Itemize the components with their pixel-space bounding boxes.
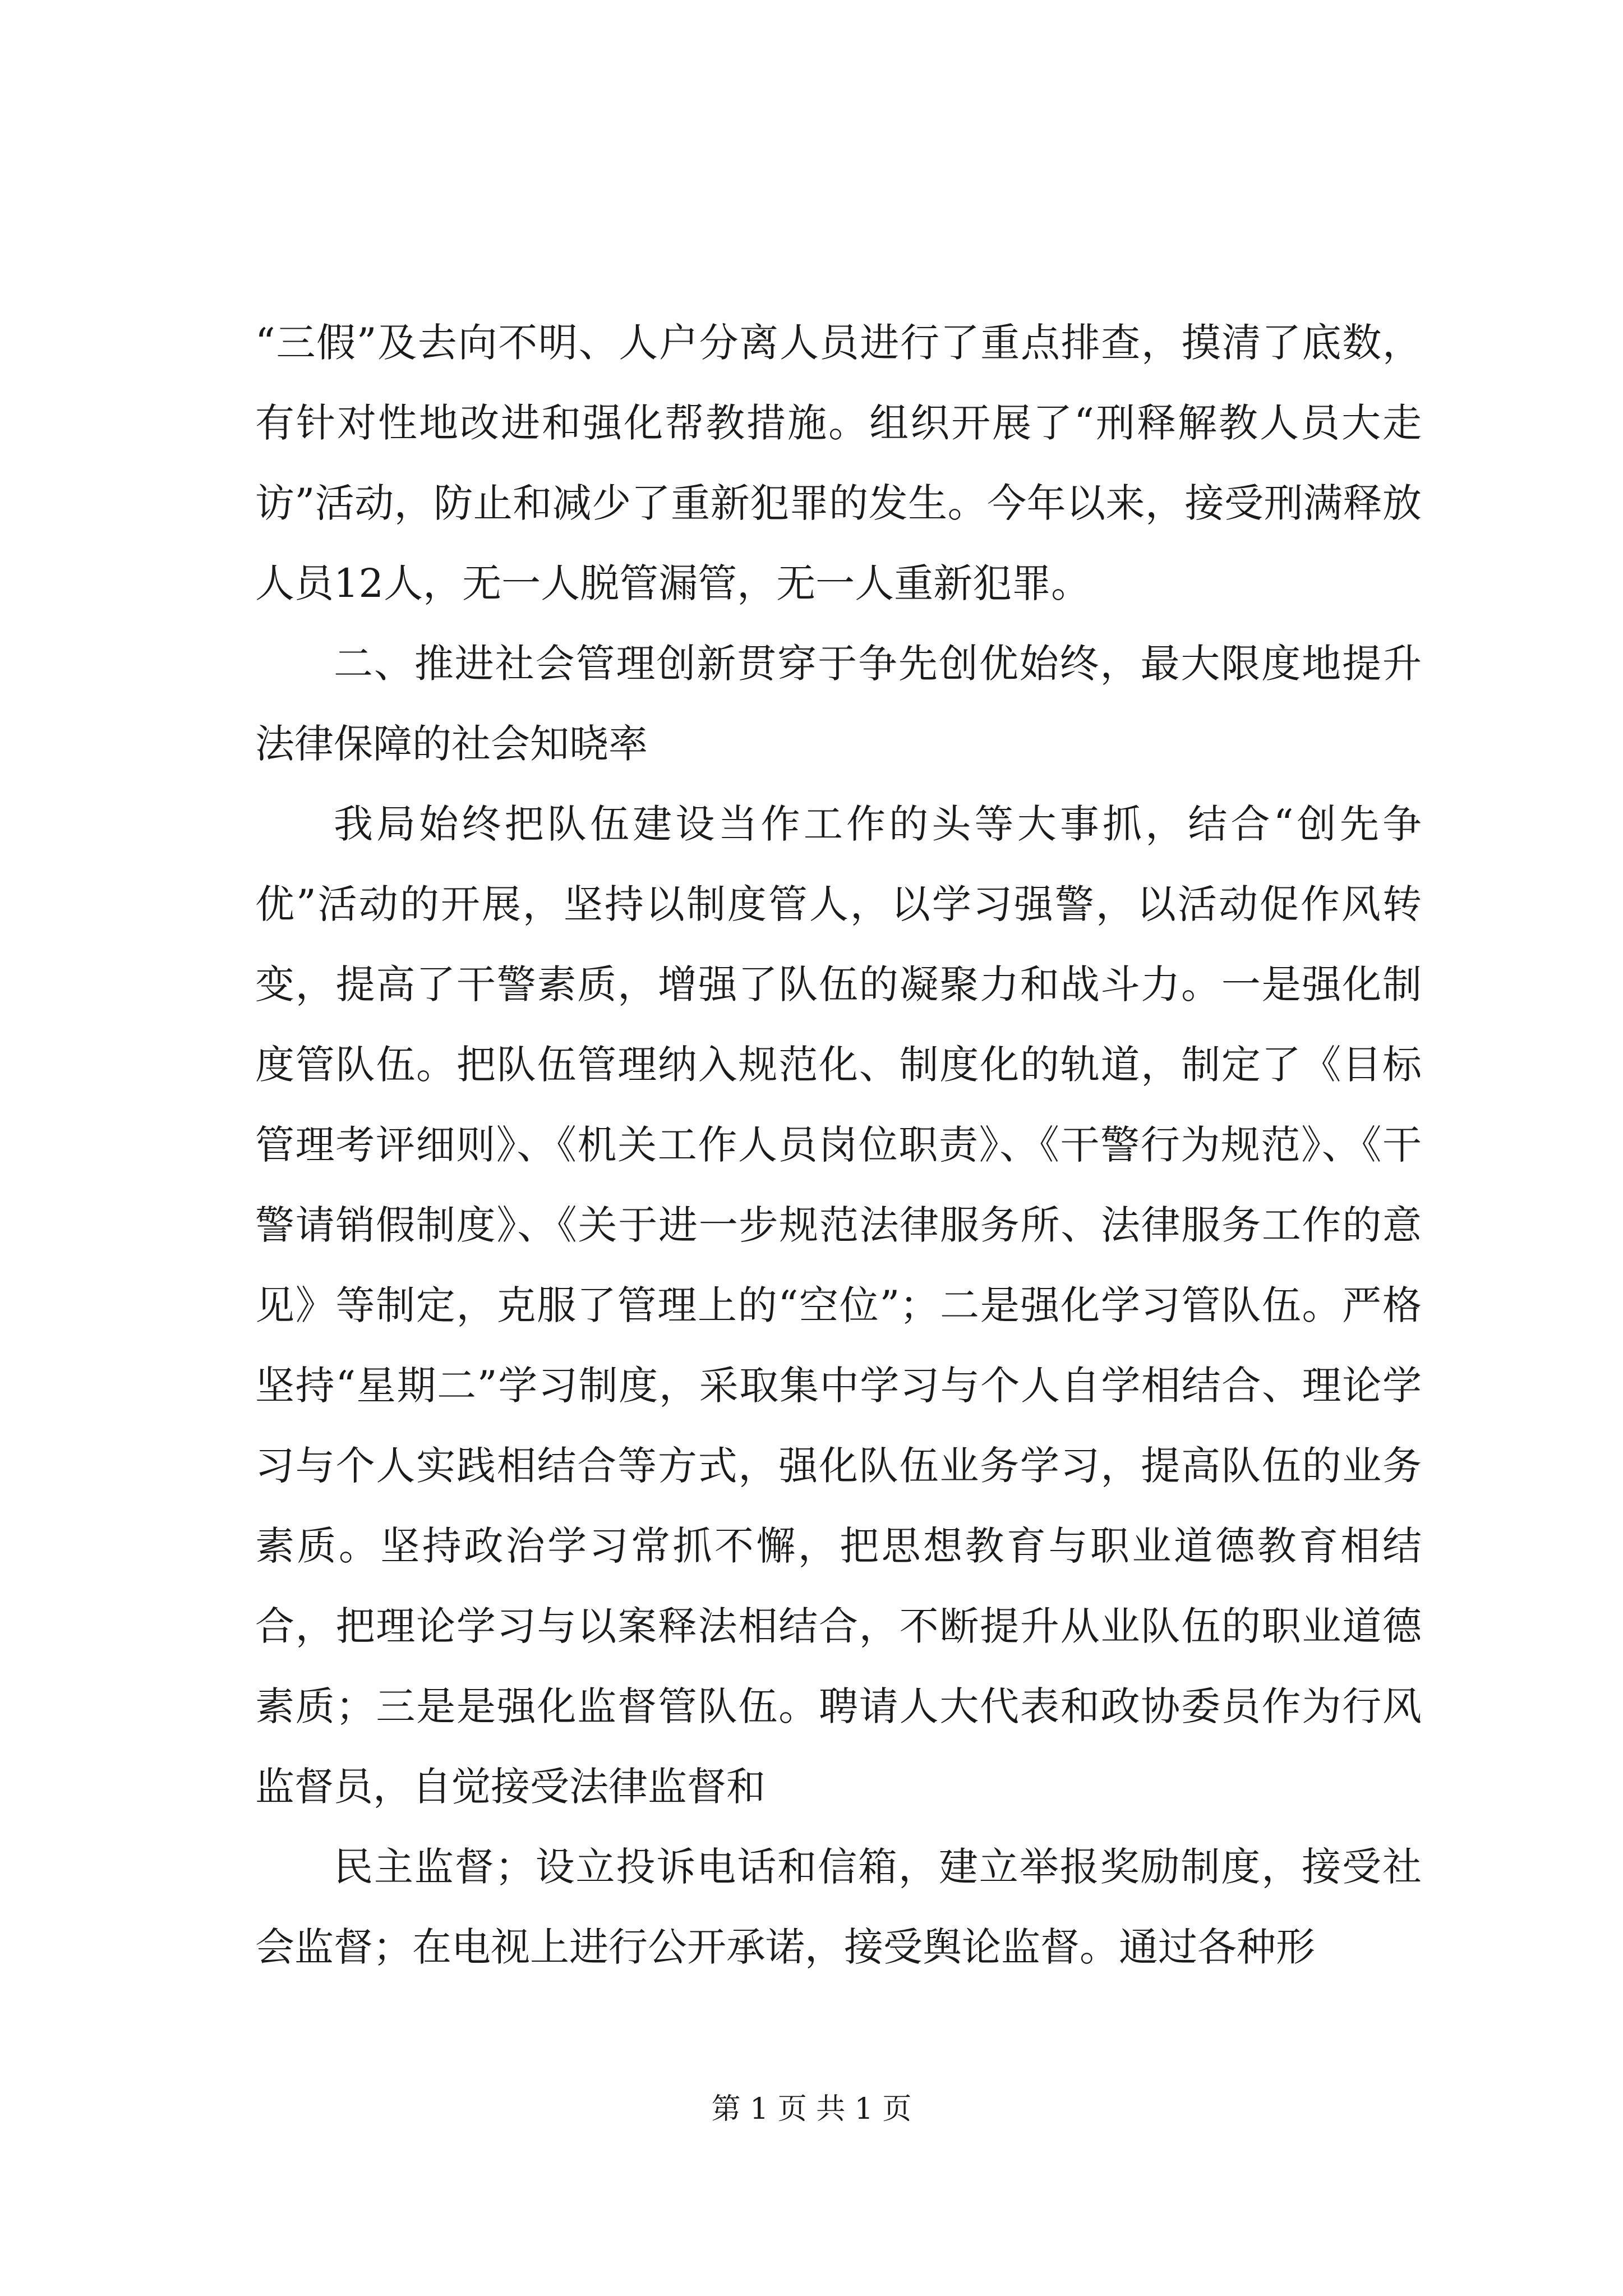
paragraph-team-building: 我局始终把队伍建设当作工作的头等大事抓，结合“创先争优”活动的开展，坚持以制度管人，以学习强警，以活动促作风转变，提高了干警素质，增强了队伍的凝聚力和战斗力。一是强化制度管队伍。把队伍管理纳入规范化、制度化的轨道，制定了《目标管理考评细则》、《机关工作人员岗位职责》、《干警行为规范》、《干警请销假制度》、《关于进一步规范法律服务所、法律服务工作的意见》等制定，克服了管理上的“空位”；二是强化学习管队伍。严格坚持“星期二”学习制度，采取集中学习与个人自学相结合、理论学习与个人实践相结合等方式，强化队伍业务学习，提高队伍的业务素质。坚持政治学习常抓不懈，把思想教育与职业道德教育相结合，把理论学习与以案释法相结合，不断提升从业队伍的职业道德素质；三是是强化监督管队伍。聘请人大代表和政协委员作为行风监督员，自觉接受法律监督和 xyxy=(255,801,1422,1810)
paragraph-supervision: 民主监督；设立投诉电话和信箱，建立举报奖励制度，接受社会监督；在电视上进行公开承诺，接受舆论监督。通过各种形 xyxy=(255,1844,1422,1970)
paragraph-continued: “三假”及去向不明、人户分离人员进行了重点排查，摸清了底数，有针对性地改进和强化帮教措施。组织开展了“刑释解教人员大走访”活动，防止和减少了重新犯罪的发生。今年以来，接受刑满释放人员12人，无一人脱管漏管，无一人重新犯罪。 xyxy=(255,320,1422,606)
document-body xyxy=(255,303,1422,1987)
page-number-footer: 第 1 页 共 1 页 xyxy=(711,2092,912,2126)
section-heading: 二、推进社会管理创新贯穿于争先创优始终，最大限度地提升法律保障的社会知晓率 xyxy=(255,641,1422,767)
